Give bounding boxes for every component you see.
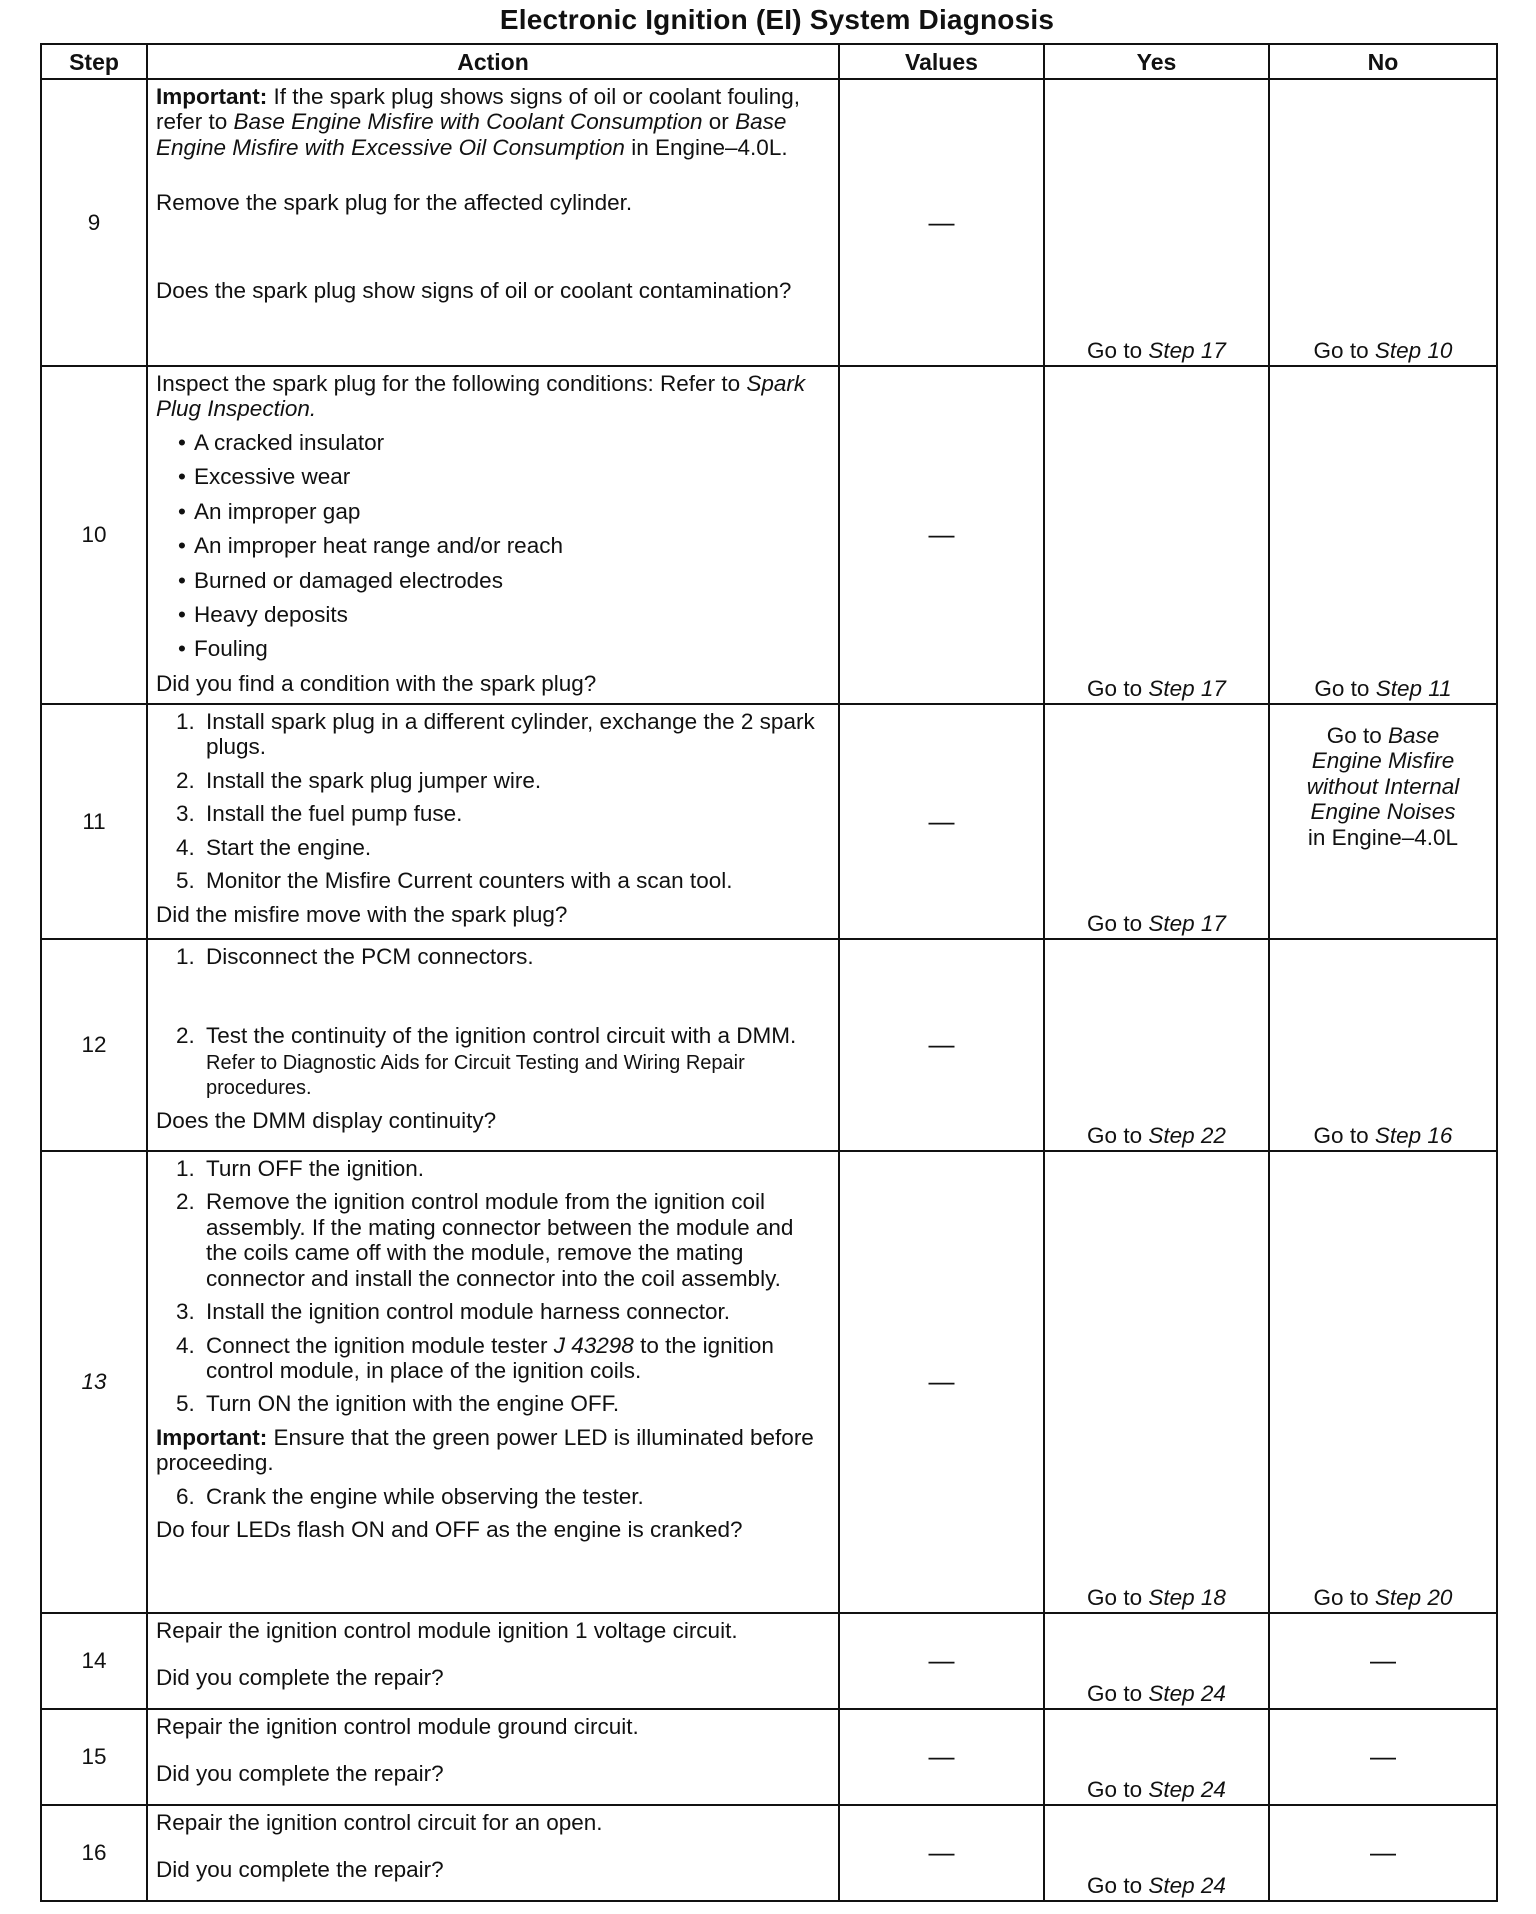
important-label: Important: (156, 84, 268, 109)
action-cell (147, 79, 839, 366)
instruction-text: Remove the spark plug for the affected cylinder. (156, 190, 633, 216)
goto-text: Go to (1313, 1122, 1369, 1148)
step-number: 16 (41, 1805, 147, 1901)
question-text: Do four LEDs flash ON and OFF as the engine is cranked? (156, 1517, 743, 1543)
step-word: Step (1375, 675, 1422, 701)
question-text: Did you complete the repair? (156, 1761, 444, 1787)
list-item: 2. Remove the ignition control module from the ignition coil assembly. If the mating connector between the module and the coils came off with the module, remove the mating connector and install the connector into the coil assembly. (176, 1189, 794, 1291)
important-text: If the spark plug shows signs of oil or coolant fouling, refer to (156, 84, 801, 135)
question-text: Does the spark plug show signs of oil or coolant contamination? (156, 277, 792, 303)
step-number: 12 (41, 939, 147, 1151)
list-item: 5. Monitor the Misfire Current counters with a scan tool. (176, 868, 733, 894)
step-number: 15 (41, 1709, 147, 1805)
goto-text: Go to (1087, 337, 1143, 363)
header-row (41, 44, 1497, 79)
table-row (41, 1151, 1497, 1613)
no-step-link: 11 (1428, 675, 1452, 701)
no-cell (1269, 366, 1497, 704)
step-word: Step (1148, 675, 1195, 701)
list-item: • An improper gap (178, 499, 830, 524)
list-item: • Burned or damaged electrodes (178, 568, 830, 593)
list-item: • An improper heat range and/or reach (178, 533, 830, 558)
action-cell (147, 1613, 839, 1709)
yes-step-link: 17 (1200, 910, 1226, 936)
goto-text: Go to (1313, 337, 1369, 363)
step-number: 11 (41, 704, 147, 939)
step-word: Step (1374, 1584, 1422, 1610)
list-item: 1. Install spark plug in a different cylinder, exchange the 2 spark plugs. (176, 709, 815, 760)
table-row (41, 1805, 1497, 1901)
intro-text (156, 371, 830, 422)
list-item: 6. Crank the engine while observing the tester. (176, 1483, 644, 1509)
table-row (41, 79, 1497, 366)
action-cell (147, 704, 839, 939)
values-cell: — (839, 1709, 1044, 1805)
yes-cell (1044, 1151, 1269, 1613)
question-text: Did you find a condition with the spark plug? (156, 670, 597, 696)
step-word: Step (1148, 1872, 1195, 1898)
procedure-list (156, 709, 830, 894)
action-cell (147, 1151, 839, 1613)
diagnosis-table (40, 43, 1498, 1902)
engine-text: in Engine–4.0L. (631, 134, 788, 160)
header-yes: Yes (1044, 44, 1269, 79)
no-cell (1269, 704, 1497, 939)
values-cell: — (839, 366, 1044, 704)
step-word: Step (1374, 1122, 1422, 1148)
step-word: Step (1148, 337, 1195, 363)
goto-text: Go to (1087, 1122, 1143, 1148)
list-item: • Excessive wear (178, 464, 830, 489)
instruction-text: Repair the ignition control module ground circuit. (156, 1714, 639, 1739)
table-row (41, 366, 1497, 704)
goto-text: Go to (1313, 1584, 1369, 1610)
values-cell: — (839, 1151, 1044, 1613)
no-step-link: 20 (1427, 1584, 1453, 1610)
important-text: Ensure that the green power LED is illuminated before proceeding. (156, 1424, 814, 1476)
no-cell (1269, 939, 1497, 1151)
action-cell (147, 1709, 839, 1805)
action-cell (147, 939, 839, 1151)
step-number: 10 (41, 366, 147, 704)
no-step-link: 16 (1427, 1122, 1453, 1148)
table-row (41, 939, 1497, 1151)
procedure-list (156, 1156, 830, 1417)
no-cell: — (1269, 1613, 1497, 1709)
header-values: Values (839, 44, 1044, 79)
list-item: 2. Test the continuity of the ignition control circuit with a DMM. Refer to Diagnostic Aids for Circuit Testing and Wiring Repair procedures. (176, 1023, 797, 1100)
question-text: Did you complete the repair? (156, 1665, 444, 1691)
list-item: • A cracked insulator (178, 430, 830, 455)
no-step-link: 10 (1427, 337, 1453, 363)
no-cell (1269, 79, 1497, 366)
list-item: 4. Connect the ignition module tester J 43298 to the ignition control module, in place of the ignition coils. (176, 1332, 774, 1383)
step-number: 13 (41, 1151, 147, 1613)
no-cell (1269, 1151, 1497, 1613)
yes-step-link: 18 (1200, 1584, 1226, 1610)
instruction-text: Repair the ignition control circuit for an open. (156, 1810, 603, 1835)
important-note (156, 84, 830, 160)
reference-link: Spark Plug Inspection. (156, 371, 806, 422)
reference-link: Base Engine Misfire with Coolant Consumption (233, 109, 703, 135)
yes-cell (1044, 939, 1269, 1151)
page-title: Electronic Ignition (EI) System Diagnosis (499, 4, 1055, 35)
yes-step-link: 24 (1200, 1776, 1226, 1802)
values-cell: — (839, 79, 1044, 366)
header-step: Step (41, 44, 147, 79)
list-item: 4. Start the engine. (176, 834, 372, 860)
condition-list (156, 430, 830, 662)
question-text: Did you complete the repair? (156, 1857, 444, 1883)
goto-text: Go to (1087, 1872, 1143, 1898)
goto-text: Go to (1087, 1584, 1143, 1610)
yes-step-link: 17 (1200, 337, 1226, 363)
goto-text: Go to (1087, 1680, 1143, 1706)
step-word: Step (1148, 1122, 1195, 1148)
values-cell: — (839, 1613, 1044, 1709)
important-note (156, 1425, 830, 1476)
no-cell: — (1269, 1709, 1497, 1805)
yes-step-link: 24 (1200, 1872, 1226, 1898)
yes-cell (1044, 366, 1269, 704)
yes-step-link: 24 (1200, 1680, 1226, 1706)
yes-cell (1044, 704, 1269, 939)
question-text: Does the DMM display continuity? (156, 1108, 497, 1134)
table-row (41, 1613, 1497, 1709)
table-row (41, 1709, 1497, 1805)
yes-cell (1044, 1805, 1269, 1901)
goto-text: Go to (1087, 1776, 1143, 1802)
or-text: or (708, 109, 729, 135)
values-cell: — (839, 704, 1044, 939)
goto-text: Go to (1087, 910, 1143, 936)
step-word: Step (1374, 337, 1422, 363)
no-reference: Go to Base Engine Misfire without Internal Engine Noises in Engine–4.0L (1306, 722, 1460, 850)
yes-step-link: 22 (1200, 1122, 1226, 1148)
goto-text: Go to (1314, 675, 1370, 701)
step-number: 9 (41, 79, 147, 366)
header-action: Action (147, 44, 839, 79)
action-cell (147, 366, 839, 704)
list-item: 2. Install the spark plug jumper wire. (176, 767, 542, 793)
list-item: • Heavy deposits (178, 602, 830, 627)
list-item: 1. Turn OFF the ignition. (176, 1156, 425, 1181)
tool-reference: J 43298 (553, 1332, 634, 1358)
values-cell: — (839, 939, 1044, 1151)
important-label: Important: (156, 1424, 268, 1450)
instruction-text: Repair the ignition control module ignition 1 voltage circuit. (156, 1618, 738, 1643)
step-word: Step (1148, 1584, 1195, 1610)
yes-cell (1044, 1613, 1269, 1709)
yes-cell (1044, 79, 1269, 366)
procedure-list-continued (156, 1484, 830, 1509)
list-item: 1. Disconnect the PCM connectors. (176, 944, 534, 969)
question-text: Did the misfire move with the spark plug? (156, 901, 568, 927)
list-item: • Fouling (178, 636, 830, 661)
step-word: Step (1148, 910, 1195, 936)
goto-text: Go to (1087, 675, 1143, 701)
step-word: Step (1148, 1776, 1195, 1802)
no-cell: — (1269, 1805, 1497, 1901)
values-cell: — (839, 1805, 1044, 1901)
reference-link: Base Engine Misfire with Excessive Oil Consumption (156, 109, 787, 160)
procedure-list (156, 944, 830, 1100)
action-cell (147, 1805, 839, 1901)
yes-step-link: 17 (1200, 675, 1226, 701)
list-item: 3. Install the fuel pump fuse. (176, 801, 463, 827)
list-item: 5. Turn ON the ignition with the engine OFF. (176, 1391, 620, 1417)
header-no: No (1269, 44, 1497, 79)
list-item: 3. Install the ignition control module harness connector. (176, 1299, 731, 1325)
step-number: 14 (41, 1613, 147, 1709)
intro-label: Inspect the spark plug for the following conditions: Refer to (156, 371, 741, 396)
step-word: Step (1148, 1680, 1195, 1706)
yes-cell (1044, 1709, 1269, 1805)
table-row (41, 704, 1497, 939)
